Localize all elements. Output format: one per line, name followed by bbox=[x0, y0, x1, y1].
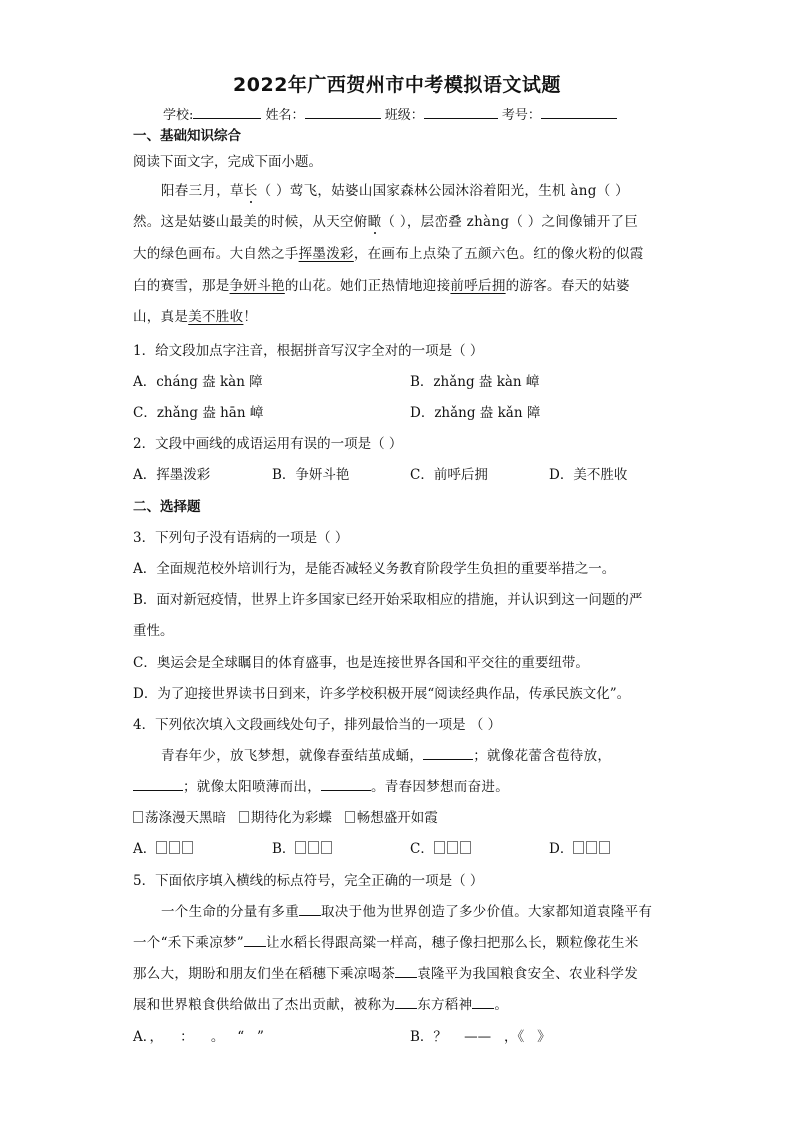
q4-choice-sentences: 荡涤漫天黑暗 期待化为彩蝶 畅想盛开如霞 bbox=[133, 806, 438, 826]
section-heading-1: 一、基础知识综合 bbox=[133, 128, 241, 144]
class-blank[interactable] bbox=[424, 106, 498, 119]
class-label: 班级： bbox=[384, 108, 424, 123]
q4-option-c[interactable]: C． bbox=[410, 837, 473, 857]
question-3-stem: 3．下列句子没有语病的一项是（ ） bbox=[133, 530, 349, 546]
q4-passage-line-1: 青春年少，放飞梦想，就像春蚕结茧成蛹， ；就像花蕾含苞待放， bbox=[161, 748, 612, 764]
underlined-idiom: 前呼后拥 bbox=[450, 278, 506, 294]
name-blank[interactable] bbox=[305, 106, 381, 119]
q4-option-b[interactable]: B． bbox=[272, 837, 334, 857]
fill-blank bbox=[395, 964, 417, 978]
underlined-idiom: 挥墨泼彩 bbox=[298, 246, 354, 262]
q3-option-a[interactable]: A．全面规范校外培训行为，是能否减轻义务教育阶段学生负担的重要举措之一。 bbox=[133, 561, 616, 577]
passage-line-4: 白的赛雪，那是争妍斗艳的山花。她们正热情地迎接前呼后拥的游客。春天的姑婆 bbox=[133, 278, 630, 294]
q5-passage-line-4: 展和世界粮食供给做出了杰出贡献，被称为 东方稻神 。 bbox=[133, 997, 509, 1013]
q2-option-a[interactable]: A．挥墨泼彩 bbox=[133, 467, 211, 483]
circled-number-placeholder bbox=[239, 811, 249, 823]
q2-option-b[interactable]: B．争妍斗艳 bbox=[272, 467, 350, 483]
q4-passage-line-2: ；就像太阳喷薄而出， 。青春因梦想而奋进。 bbox=[133, 775, 509, 795]
page-title: 2022年广西贺州市中考模拟语文试题 bbox=[233, 74, 561, 96]
fill-blank bbox=[244, 933, 266, 947]
exam-no-blank[interactable] bbox=[541, 106, 617, 119]
passage-line-1: 阳春三月，草长（ ）莺飞，姑婆山国家森林公园沐浴着阳光，生机 àng（ ） bbox=[161, 183, 629, 199]
q2-option-c[interactable]: C．前呼后拥 bbox=[410, 467, 488, 483]
q2-option-d[interactable]: D．美不胜收 bbox=[549, 467, 628, 483]
q5-option-a[interactable]: A．， ： 。 “ ” bbox=[133, 1029, 264, 1045]
q4-option-a[interactable]: A． bbox=[133, 837, 195, 857]
q3-option-d[interactable]: D．为了迎接世界读书日到来，许多学校积极开展“阅读经典作品，传承民族文化”。 bbox=[133, 686, 631, 702]
school-blank[interactable] bbox=[193, 106, 261, 119]
section-heading-2: 二、选择题 bbox=[133, 499, 201, 515]
question-4-stem: 4．下列依次填入文段画线处句子，排列最恰当的一项是 （ ） bbox=[133, 717, 502, 733]
passage-line-5: 山，真是美不胜收！ bbox=[133, 309, 258, 325]
name-label: 姓名： bbox=[265, 108, 305, 123]
fill-blank bbox=[472, 995, 494, 1009]
q4-option-d[interactable]: D． bbox=[549, 837, 612, 857]
circled-number-placeholder bbox=[133, 811, 143, 823]
q3-option-c[interactable]: C．奥运会是全球瞩目的体育盛事，也是连接世界各国和平交往的重要纽带。 bbox=[133, 655, 589, 671]
student-info-line bbox=[163, 104, 617, 123]
fill-blank bbox=[395, 995, 417, 1009]
q3-option-b-cont: 重性。 bbox=[133, 623, 174, 639]
fill-blank bbox=[423, 746, 473, 760]
fill-blank bbox=[321, 777, 371, 791]
underlined-idiom: 争妍斗艳 bbox=[229, 278, 285, 294]
q5-passage-line-3: 那么大，期盼和朋友们坐在稻穗下乘凉喝茶 袁隆平为我国粮食安全、农业科学发 bbox=[133, 966, 639, 982]
question-1-stem: 1．给文段加点字注音，根据拼音写汉字全对的一项是（ ） bbox=[133, 343, 484, 359]
fill-blank bbox=[133, 777, 183, 791]
q1-option-a[interactable]: A．cháng 盎 kàn 障 bbox=[133, 374, 263, 390]
q5-passage-line-1: 一个生命的分量有多重 取决于他为世界创造了多少价值。大家都知道袁隆平有 bbox=[161, 904, 653, 920]
underlined-idiom: 美不胜收 bbox=[188, 309, 244, 325]
fill-blank bbox=[299, 902, 321, 916]
question-5-stem: 5．下面依序填入横线的标点符号，完全正确的一项是（ ） bbox=[133, 873, 484, 889]
q3-option-b[interactable]: B．面对新冠疫情，世界上许多国家已经开始采取相应的措施，并认识到这一问题的严 bbox=[133, 592, 643, 608]
passage-line-2: 然。这是姑婆山最美的时候，从天空俯瞰（ ），层峦叠 zhàng（ ）之间像铺开了巨 bbox=[133, 214, 639, 230]
circled-number-placeholder bbox=[345, 811, 355, 823]
passage-line-3: 大的绿色画布。大自然之手挥墨泼彩，在画布上点染了五颜六色。红的像火粉的似霞 bbox=[133, 246, 644, 262]
q1-option-b[interactable]: B．zhǎng 盎 kàn 嶂 bbox=[410, 374, 540, 390]
q5-passage-line-2: 一个“禾下乘凉梦” 让水稻长得跟高粱一样高，穗子像扫把那么长，颗粒像花生米 bbox=[133, 935, 639, 951]
section-intro: 阅读下面文字，完成下面小题。 bbox=[133, 154, 322, 170]
q1-option-d[interactable]: D．zhǎng 盎 kǎn 障 bbox=[410, 405, 541, 421]
dotted-char: 长 bbox=[243, 183, 258, 199]
dotted-char: 瞰 bbox=[367, 214, 382, 230]
question-2-stem: 2．文段中画线的成语运用有误的一项是（ ） bbox=[133, 436, 403, 452]
q5-option-b[interactable]: B．？ —— ，《 》 bbox=[410, 1029, 551, 1045]
school-label: 学校: bbox=[163, 108, 194, 123]
q1-option-c[interactable]: C．zhǎng 盎 hān 嶂 bbox=[133, 405, 264, 421]
exam-no-label: 考号： bbox=[501, 108, 541, 123]
